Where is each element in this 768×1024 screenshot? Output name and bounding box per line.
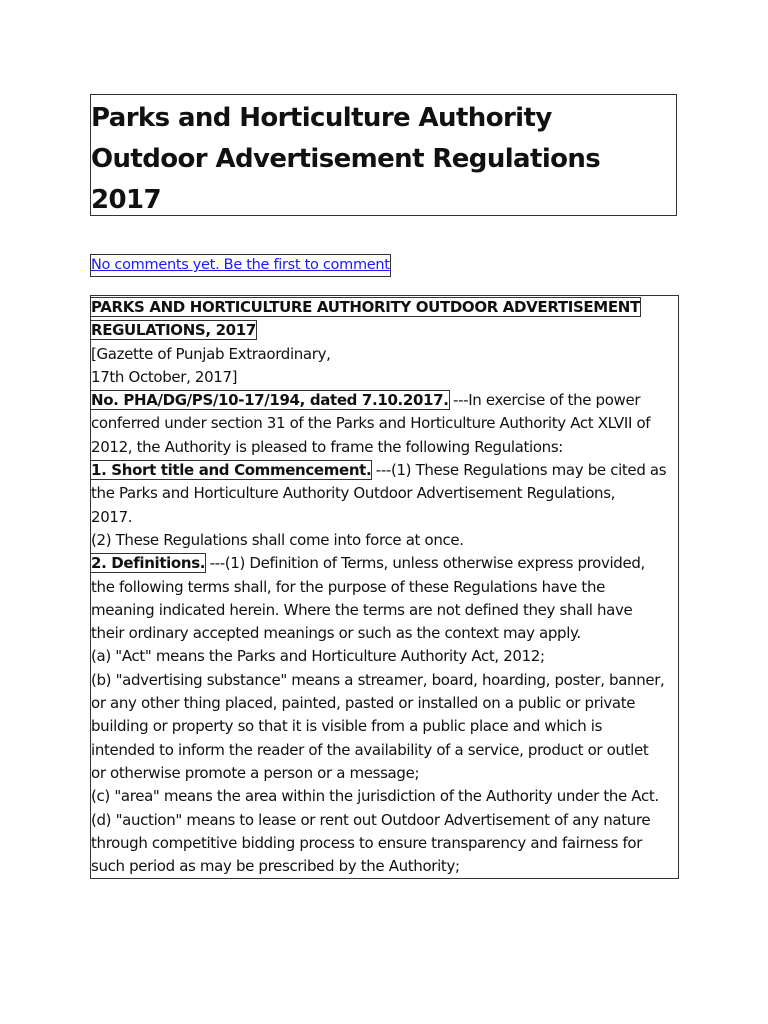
definition-a: (a) "Act" means the Parks and Horticulture Authority Act, 2012; — [91, 647, 545, 666]
notification-number: No. PHA/DG/PS/10-17/194, dated 7.10.2017. — [91, 391, 449, 410]
definition-c: (c) "area" means the area within the jurisdiction of the Authority under the Act. — [91, 787, 659, 806]
section-1-text: ---(1) These Regulations may be cited as — [371, 461, 667, 480]
section-1-text: 2017. — [91, 507, 133, 526]
section-2-text: their ordinary accepted meanings or such as the context may apply. — [91, 624, 581, 643]
definition-d: (d) "auction" means to lease or rent out Outdoor Advertisement of any nature — [91, 810, 651, 829]
document-content — [90, 295, 679, 879]
definition-d: through competitive bidding process to ensure transparency and fairness for — [91, 833, 643, 852]
document-heading-line: PARKS AND HORTICULTURE AUTHORITY OUTDOOR ADVERTISEMENT — [91, 298, 640, 316]
title-line: Outdoor Advertisement Regulations — [91, 144, 601, 174]
title-line: 2017 — [91, 185, 161, 215]
section-2-text: ---(1) Definition of Terms, unless otherwise express provided, — [205, 554, 645, 573]
definition-d: such period as may be prescribed by the Authority; — [91, 857, 460, 876]
definition-b: intended to inform the reader of the availability of a service, product or outlet — [91, 740, 649, 759]
section-1 — [91, 459, 678, 482]
title-line: Parks and Horticulture Authority — [91, 103, 552, 133]
definition-b: or otherwise promote a person or a message; — [91, 763, 420, 782]
gazette-reference: 17th October, 2017] — [91, 367, 238, 386]
document-heading — [91, 296, 678, 319]
section-2 — [91, 552, 678, 575]
notification-text: ---In exercise of the power — [448, 391, 641, 410]
notification-text: 2012, the Authority is pleased to frame the following Regulations: — [91, 437, 564, 456]
definition-b: or any other thing placed, painted, pasted or installed on a public or private — [91, 694, 636, 713]
section-1-text: the Parks and Horticulture Authority Outdoor Advertisement Regulations, — [91, 484, 616, 503]
section-1-heading: 1. Short title and Commencement. — [91, 461, 372, 480]
section-2-heading: 2. Definitions. — [91, 554, 206, 573]
definition-b: (b) "advertising substance" means a streamer, board, hoarding, poster, banner, — [91, 670, 665, 689]
section-2-text: meaning indicated herein. Where the terms are not defined they shall have — [91, 600, 633, 619]
document-heading — [91, 319, 678, 342]
notification-paragraph — [91, 389, 678, 412]
notification-text: conferred under section 31 of the Parks and Horticulture Authority Act XLVII of — [91, 414, 651, 433]
document-body — [91, 296, 678, 878]
definition-b: building or property so that it is visible from a public place and which is — [91, 717, 603, 736]
gazette-reference: [Gazette of Punjab Extraordinary, — [91, 344, 331, 363]
title-box — [90, 94, 677, 216]
comments-link[interactable]: No comments yet. Be the first to comment — [90, 254, 391, 277]
document-heading-line: REGULATIONS, 2017 — [91, 321, 256, 340]
page-title — [91, 95, 676, 221]
section-2-text: the following terms shall, for the purpose of these Regulations have the — [91, 577, 605, 596]
section-1-text: (2) These Regulations shall come into force at once. — [91, 530, 464, 549]
